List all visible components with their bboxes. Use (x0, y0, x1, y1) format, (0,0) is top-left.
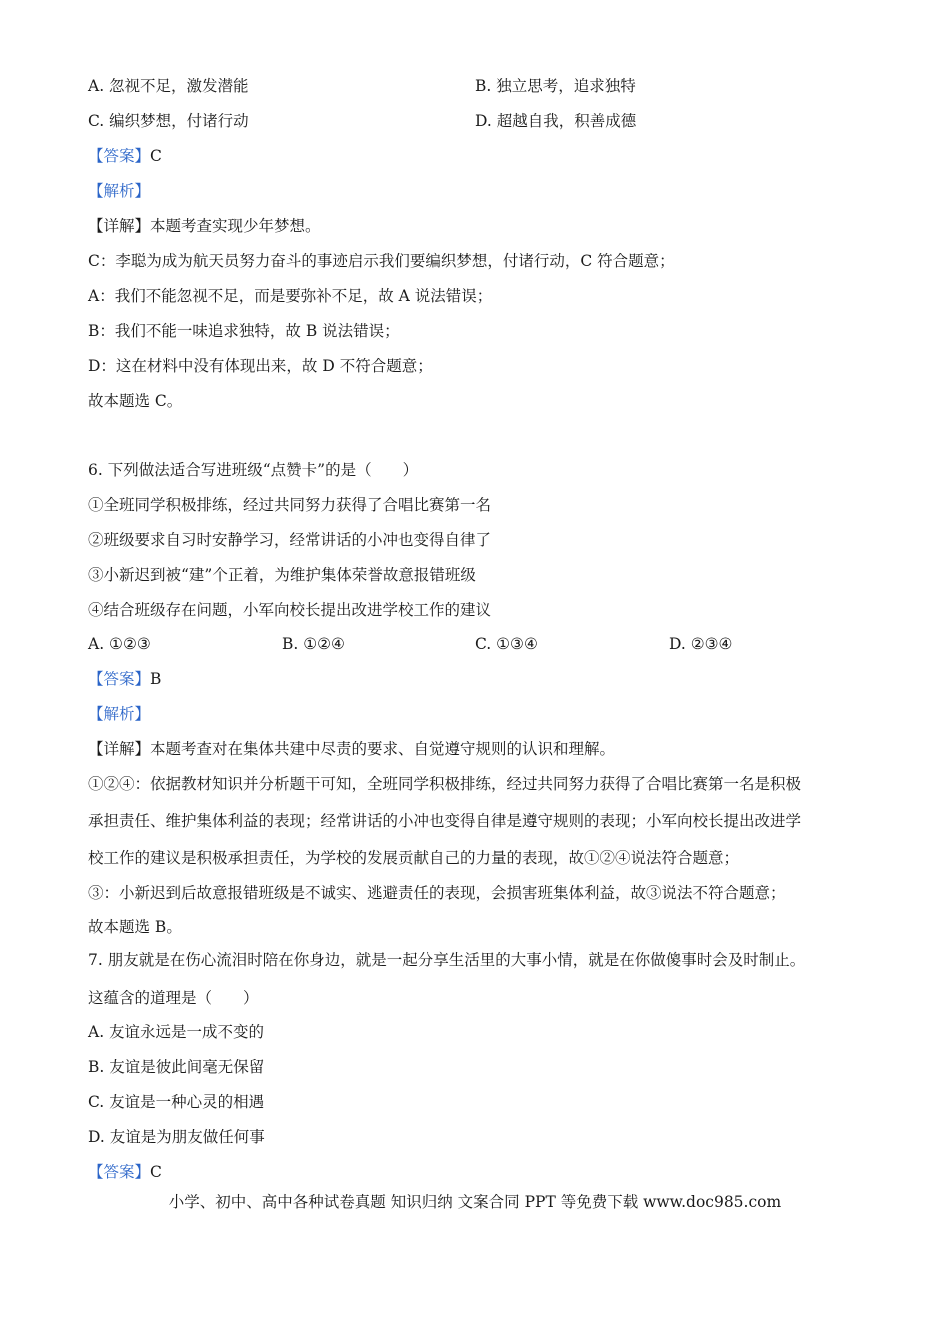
q6-conclusion: 故本题选 B。 (88, 918, 182, 936)
q5-option-b: B. 独立思考，追求独特 (475, 77, 636, 95)
q7-answer (88, 1162, 162, 1182)
q6-item: ①全班同学积极排练，经过共同努力获得了合唱比赛第一名 (88, 496, 492, 514)
q6-detail (88, 739, 615, 759)
q6-answer (88, 669, 161, 689)
q5-option-a: A. 忽视不足，激发潜能 (88, 77, 249, 95)
q6-analysis-heading (88, 704, 150, 724)
q5-explanation-line: D：这在材料中没有体现出来，故 D 不符合题意； (88, 357, 433, 375)
answer-tag: 【答案】 (88, 147, 151, 165)
q5-answer (88, 146, 162, 166)
q5-option-c: C. 编织梦想，付诸行动 (88, 112, 249, 130)
q6-option-a: A. ①②③ (88, 635, 151, 653)
q6-option-c: C. ①③④ (475, 635, 538, 653)
q7-option-d: D. 友谊是为朋友做任何事 (88, 1128, 265, 1146)
page-footer: 小学、初中、高中各种试卷真题 知识归纳 文案合同 PPT 等免费下载 www.doc985.com (168, 1193, 782, 1211)
q5-detail (88, 216, 321, 236)
q6-item: ②班级要求自习时安静学习，经常讲话的小冲也变得自律了 (88, 531, 492, 549)
q6-option-d: D. ②③④ (669, 635, 733, 653)
q7-stem-continued: 这蕴含的道理是（ ） (88, 989, 259, 1007)
q6-item: ③小新迟到被“建”个正着，为维护集体荣誉故意报错班级 (88, 566, 476, 584)
q7-option-b: B. 友谊是彼此间毫无保留 (88, 1058, 265, 1076)
q7-option-c: C. 友谊是一种心灵的相遇 (88, 1093, 265, 1111)
q7-stem: 7. 朋友就是在伤心流泪时陪在你身边，就是一起分享生活里的大事小情，就是在你做傻事时会及时制止。 (88, 951, 806, 969)
answer-value: C (150, 147, 162, 165)
q5-analysis-heading (88, 181, 150, 201)
q5-conclusion: 故本题选 C。 (88, 392, 183, 410)
q5-explanation-line: A：我们不能忽视不足，而是要弥补不足，故 A 说法错误； (88, 287, 493, 305)
answer-value: B (150, 670, 162, 688)
detail-tag: 【详解】 (88, 740, 151, 758)
detail-text: 本题考查实现少年梦想。 (150, 217, 321, 235)
q5-explanation-line: B：我们不能一味追求独特，故 B 说法错误； (88, 322, 400, 340)
q6-item: ④结合班级存在问题，小军向校长提出改进学校工作的建议 (88, 601, 492, 619)
analysis-tag: 【解析】 (88, 182, 151, 200)
q6-option-b: B. ①②④ (282, 635, 345, 653)
detail-tag: 【详解】 (88, 217, 151, 235)
answer-tag: 【答案】 (88, 1163, 151, 1181)
q6-explanation-line: 承担责任、维护集体利益的表现；经常讲话的小冲也变得自律是遵守规则的表现；小军向校长提出改进学 (88, 812, 802, 830)
detail-text: 本题考查对在集体共建中尽责的要求、自觉遵守规则的认识和理解。 (150, 740, 616, 758)
q6-explanation-line: ③：小新迟到后故意报错班级是不诚实、逃避责任的表现，会损害班集体利益，故③说法不符合题意； (88, 884, 786, 902)
q7-option-a: A. 友谊永远是一成不变的 (88, 1023, 265, 1041)
answer-value: C (150, 1163, 162, 1181)
q6-stem: 6. 下列做法适合写进班级“点赞卡”的是（ ） (88, 461, 419, 479)
q6-explanation-line: 校工作的建议是积极承担责任，为学校的发展贡献自己的力量的表现，故①②④说法符合题意； (88, 849, 740, 867)
answer-tag: 【答案】 (88, 670, 151, 688)
q5-explanation-line: C：李聪为成为航天员努力奋斗的事迹启示我们要编织梦想，付诸行动，C 符合题意； (88, 252, 675, 270)
analysis-tag: 【解析】 (88, 705, 151, 723)
q5-option-d: D. 超越自我，积善成德 (475, 112, 637, 130)
q6-explanation-line: ①②④：依据教材知识并分析题干可知，全班同学积极排练，经过共同努力获得了合唱比赛第一名是积极 (88, 775, 802, 793)
